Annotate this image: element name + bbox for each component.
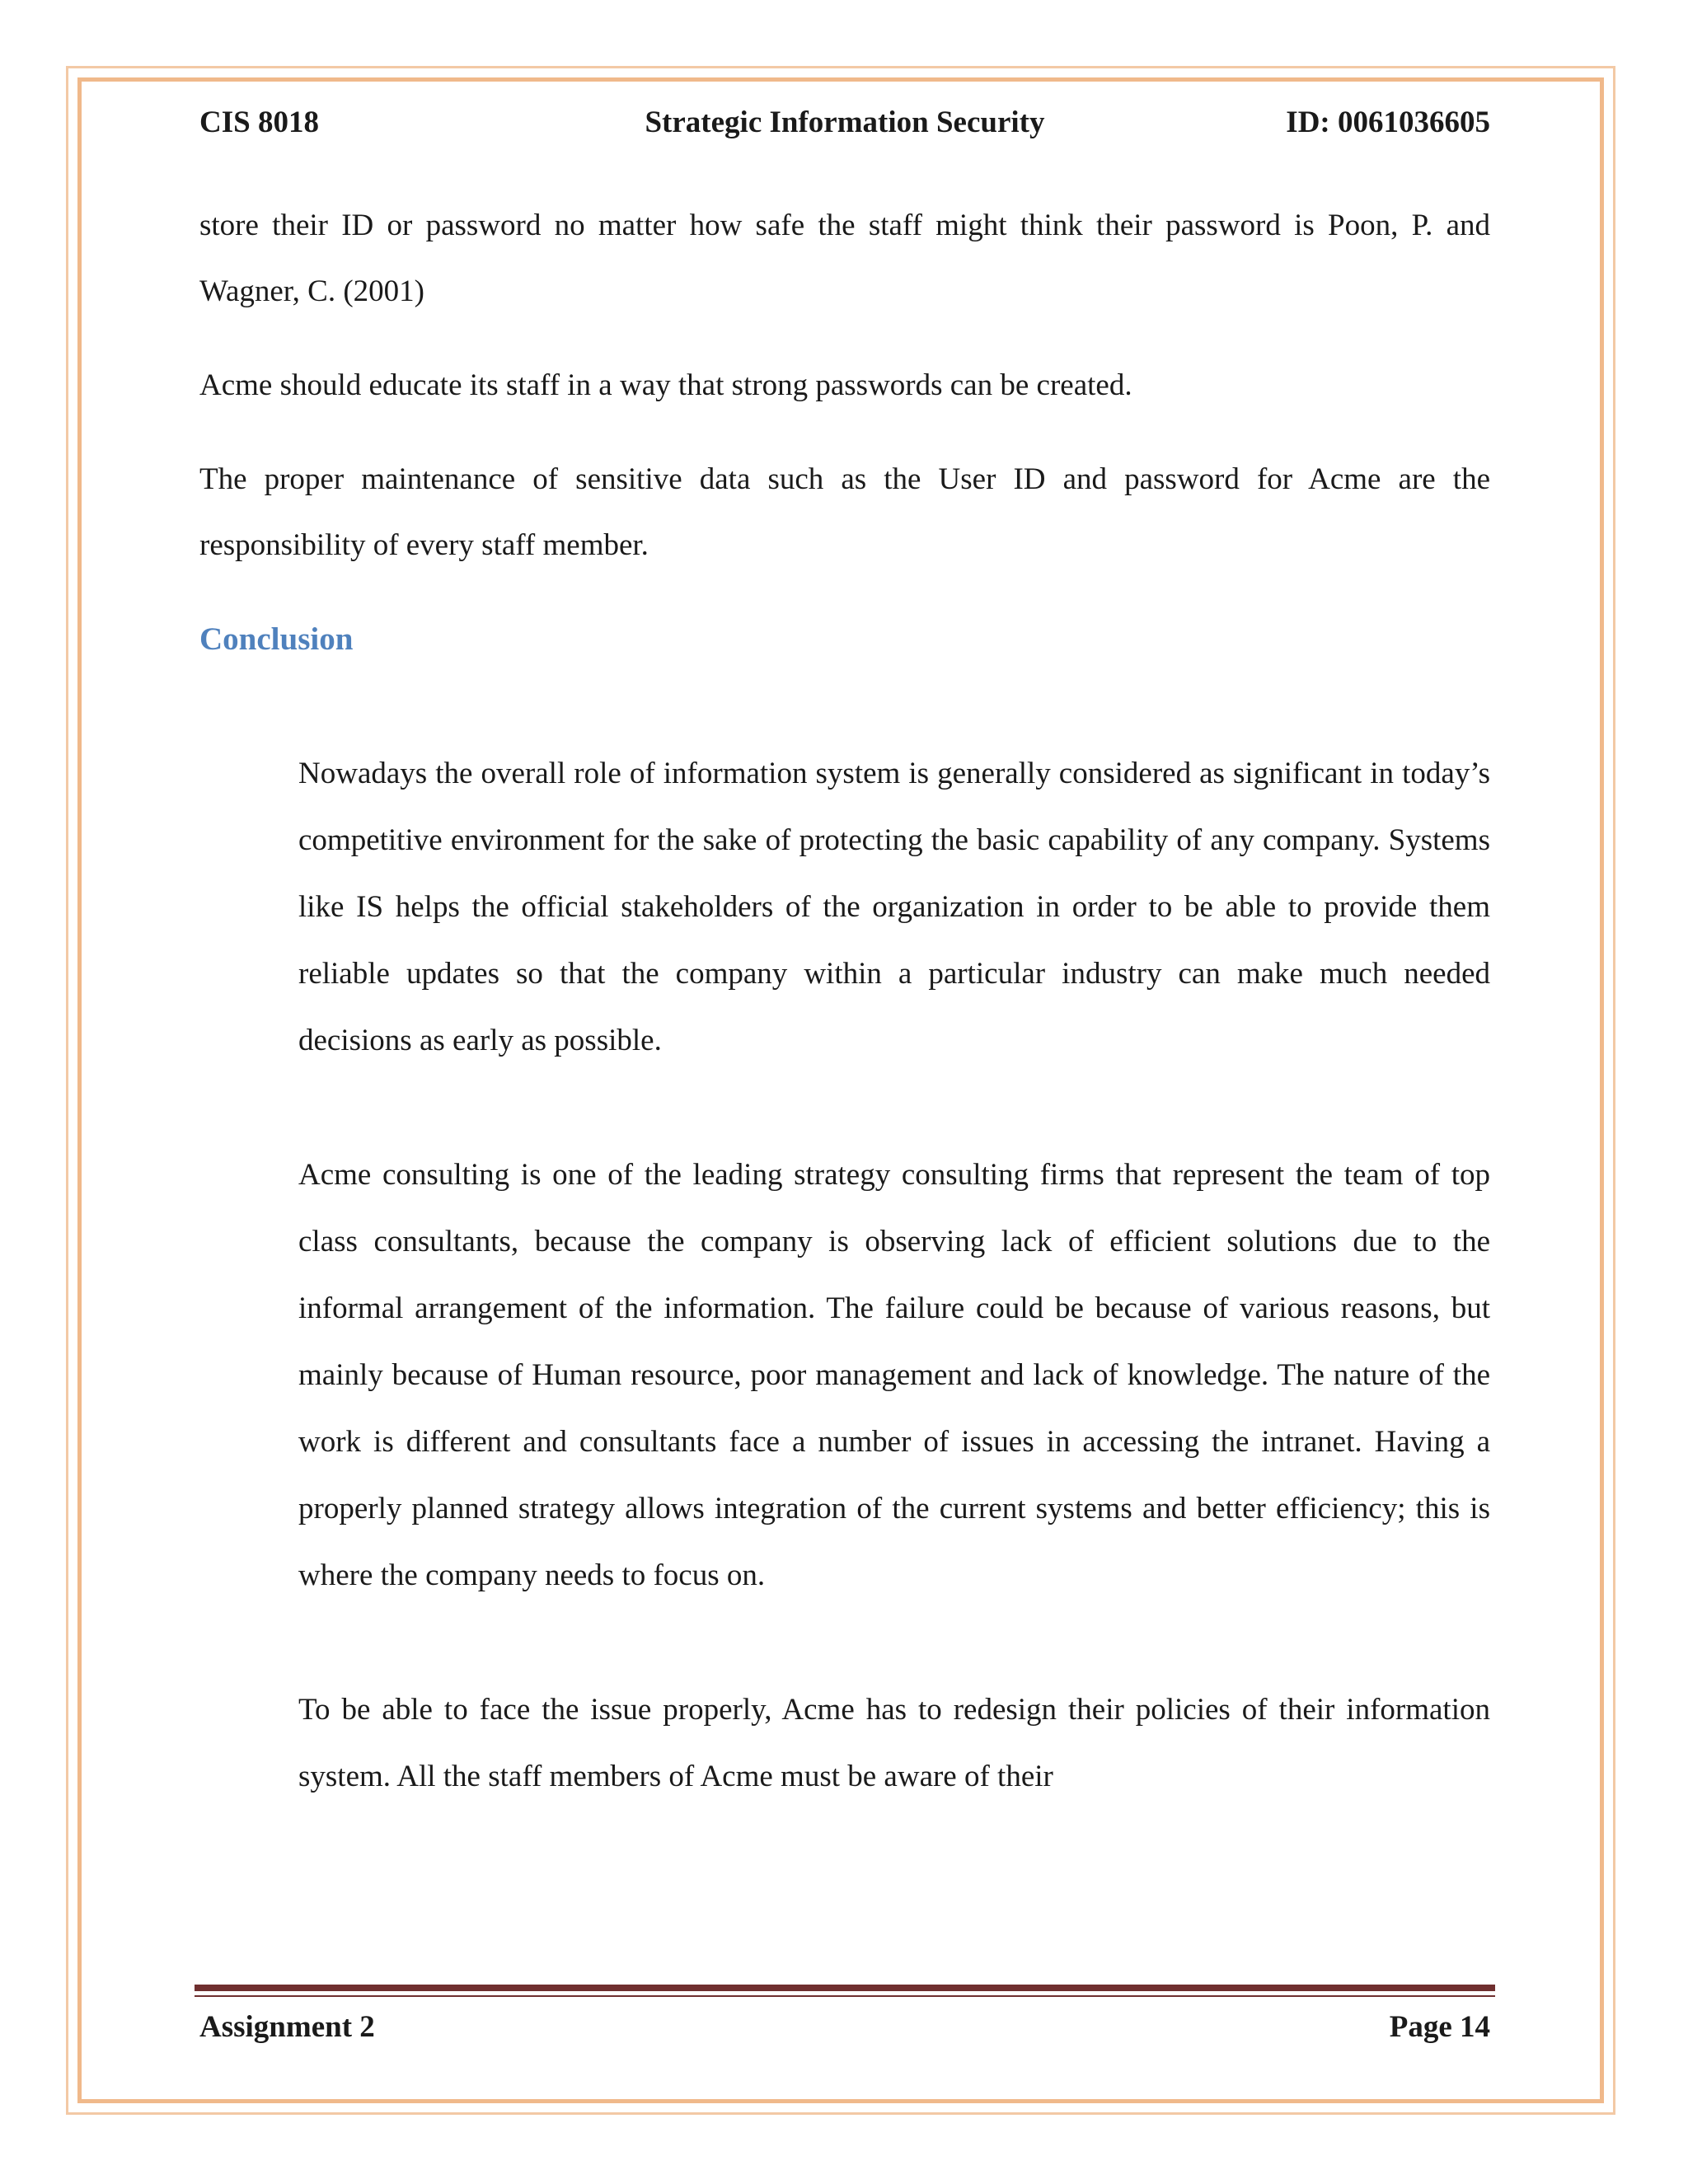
body-paragraph-1: store their ID or password no matter how safe the staff might think their password is Poon, P. and Wagner, C. (2001) (199, 209, 1490, 308)
page-content (199, 193, 1490, 1810)
conclusion-body (298, 740, 1490, 1810)
body-paragraph-3: The proper maintenance of sensitive data such as the User ID and password for Acme are the responsibility of every staff member. (199, 462, 1490, 562)
body-paragraph-2: Acme should educate its staff in a way that strong passwords can be created. (199, 368, 1132, 402)
footer-rule (195, 1985, 1495, 1991)
header-course-code: CIS 8018 (199, 105, 319, 139)
header-student-id: ID: 0061036605 (1286, 105, 1490, 139)
footer-rule-thin (195, 1995, 1495, 1997)
footer-assignment-label: Assignment 2 (199, 2010, 375, 2044)
footer-page-number: Page 14 (1389, 2010, 1490, 2044)
section-heading-conclusion: Conclusion (199, 621, 354, 657)
page-footer (199, 2004, 1490, 2050)
conclusion-paragraph-2: Acme consulting is one of the leading strategy consulting firms that represent the team of top class consultants, because the company is observing lack of efficient solutions due to the informal arrangement of the information. The failure could be because of various reasons, but mainly because of Human resource, poor management and lack of knowledge. The nature of the work is different and consultants face a number of issues in accessing the intranet. Having a properly planned strategy allows integration of the current systems and better efficiency; this is where the company needs to focus on. (298, 1158, 1490, 1592)
conclusion-paragraph-1: Nowadays the overall role of information system is generally considered as significant in today’s competitive environment for the sake of protecting the basic capability of any company. Systems like IS helps the official stakeholders of the organization in order to be able to provide them reliable updates so that the company within a particular industry can make much needed decisions as early as possible. (298, 757, 1490, 1057)
page-header (199, 102, 1490, 143)
header-title: Strategic Information Security (645, 105, 1045, 139)
conclusion-paragraph-3: To be able to face the issue properly, Acme has to redesign their policies of their information system. All the staff members of Acme must be aware of their (298, 1693, 1490, 1793)
